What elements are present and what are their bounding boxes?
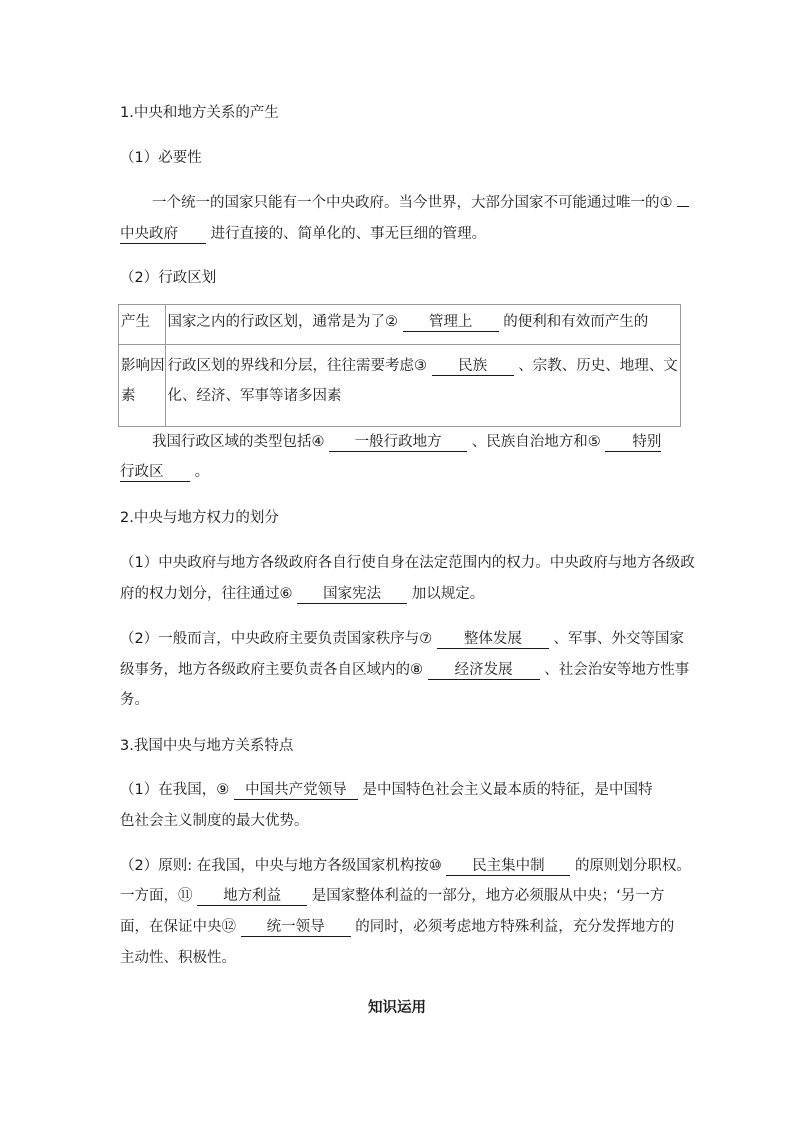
table-cell: 行政区划的界线和分层，往往需要考虑③ 民族 、宗教、历史、地理、文 化、经济、军事等诸多因素 [165,345,680,427]
answer-11: 地方利益 [197,887,307,906]
answer-10: 民主集中制 [446,857,570,876]
section1-p1-line1 [152,193,676,213]
answer-5b: 行政区 [120,463,190,482]
answer-blank-lead [677,206,689,207]
table-row [119,305,681,345]
answer-2: 管理上 [403,313,499,332]
section1-p1-rest: 进行直接的、简单化的、事无巨细的管理。 [210,226,487,242]
section3-p1-line1: （1）在我国，⑨ 中国共产党领导 是中国特色社会主义最本质的特征，是中国特 [120,782,653,798]
knowledge-application-heading: 知识运用 [368,1000,426,1016]
section2-p2-line3: 务。 [120,692,149,708]
table-header-cell: 产生 [119,305,166,345]
section1-p2-line1: 我国行政区域的类型包括④ 一般行政地方 、民族自治地方和⑤ 特别 [152,434,662,450]
table-row [119,345,681,427]
section3-p2-line3: 面，在保证中央⑫ 统一领导 的同时，必须考虑地方特殊利益，充分发挥地方的 [120,919,675,935]
section2-p2-line2: 级事务，地方各级政府主要负责各自区域内的⑧ 经济发展 、社会治安等地方性事 [120,662,690,678]
section1-sub2: （2）行政区划 [120,270,217,286]
answer-7: 整体发展 [437,630,549,649]
section2-p1-line1: （1）中央政府与地方各级政府各自行使自身在法定范围内的权力。中央政府与地方各级政 [120,555,695,571]
section3-p2-line4: 主动性、积极性。 [120,950,236,966]
section3-p2-line1: （2）原则: 在我国，中央与地方各级国家机构按⑩ 民主集中制 的原则划分职权。 [120,858,691,874]
section3-p2-line2: 一方面，⑪ 地方利益 是国家整体利益的一部分，地方必须服从中央；‘另一方 [120,888,665,904]
answer-3: 民族 [432,357,514,376]
section1-p2-line2: 行政区 。 [120,464,210,480]
table-cell: 国家之内的行政区划，通常是为了② 管理上 的便利和有效而产生的 [165,305,680,345]
answer-12: 统一领导 [241,918,351,937]
table-header-cell: 影响因 素 [119,345,166,427]
answer-5a: 特别 [605,433,661,452]
answer-1: 中央政府 [120,225,206,244]
section1-p1-line2 [120,224,676,244]
answer-6: 国家宪法 [297,585,407,604]
section2-title: 2.中央与地方权力的划分 [120,510,279,526]
section1-title: 1.中央和地方关系的产生 [120,105,279,121]
section1-p1-text: 一个统一的国家只能有一个中央政府。当今世界，大部分国家不可能通过唯一的① [152,195,673,211]
answer-8: 经济发展 [428,661,540,680]
answer-4: 一般行政地方 [329,433,467,452]
section3-p1-line2: 色社会主义制度的最大优势。 [120,813,309,829]
section3-title: 3.我国中央与地方关系特点 [120,738,294,754]
section2-p2-line1: （2）一般而言，中央政府主要负责国家秩序与⑦ 整体发展 、军事、外交等国家 [120,631,684,647]
answer-9: 中国共产党领导 [234,781,358,800]
section1-sub1: （1）必要性 [120,150,202,166]
section2-p1-line2: 府的权力划分，往往通过⑥ 国家宪法 加以规定。 [120,586,485,602]
admin-division-table [118,304,681,427]
